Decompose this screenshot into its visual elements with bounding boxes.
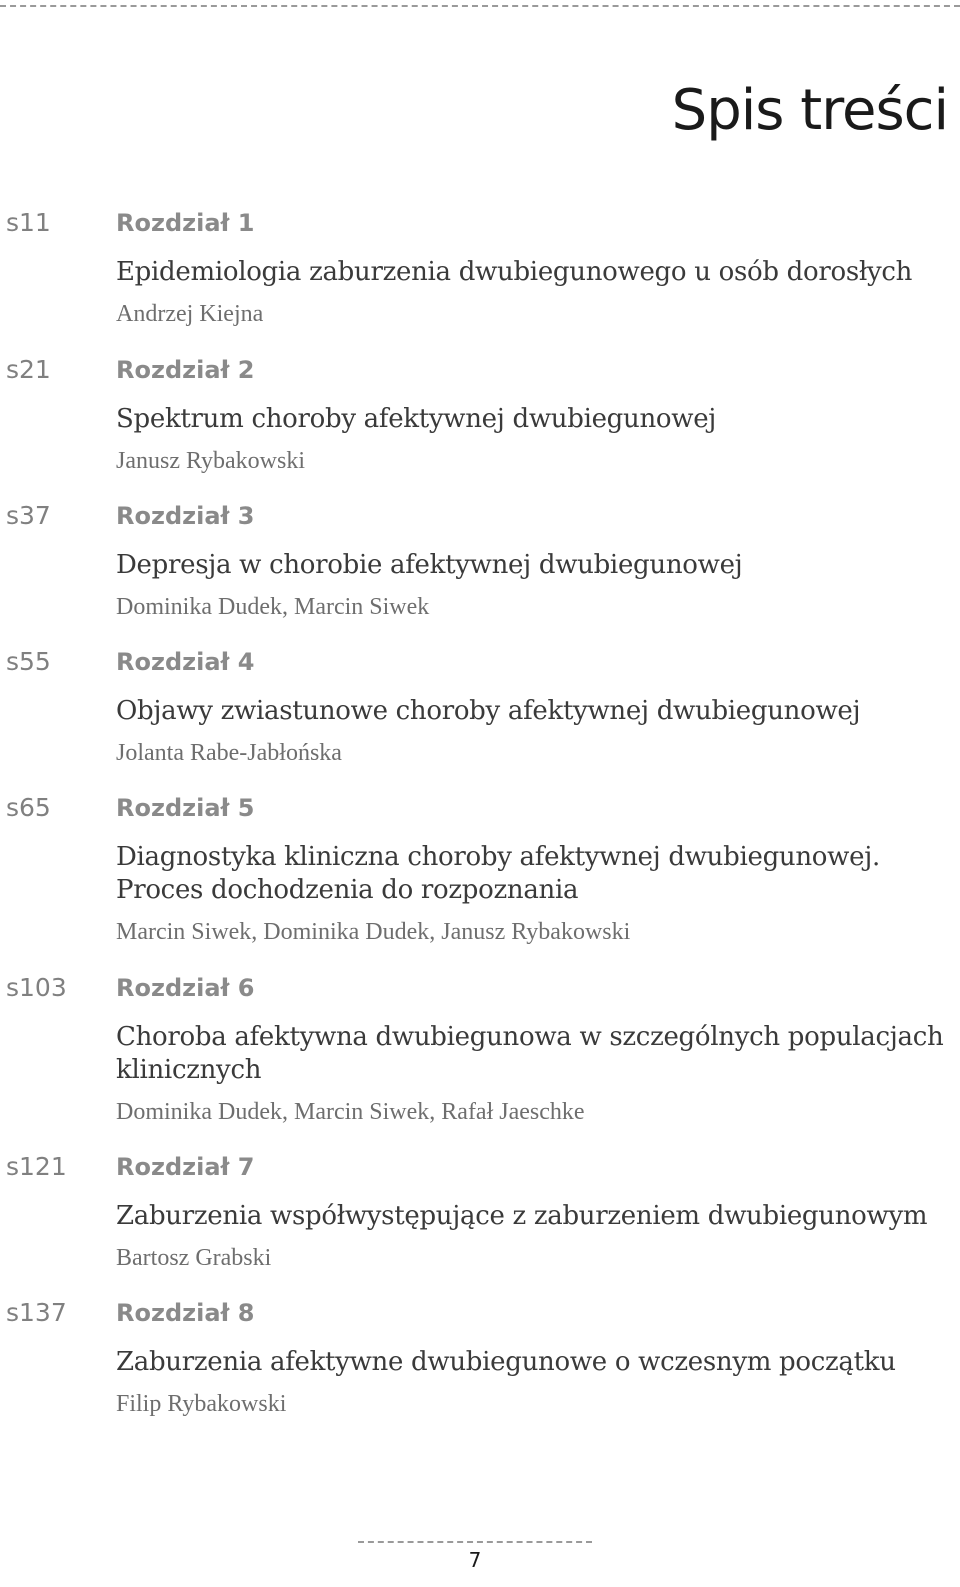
toc-chapter-label: Rozdział 7 xyxy=(116,1153,255,1181)
toc-chapter-authors: Marcin Siwek, Dominika Dudek, Janusz Rybakowski xyxy=(116,919,631,945)
page-title: Spis treści xyxy=(671,78,948,143)
toc-chapter-authors: Jolanta Rabe-Jabłońska xyxy=(116,740,342,766)
toc-chapter-authors: Dominika Dudek, Marcin Siwek, Rafał Jaeschke xyxy=(116,1099,585,1125)
toc-chapter-title: Diagnostyka kliniczna choroby afektywnej dwubiegunowej. Proces dochodzenia do rozpoznania xyxy=(116,842,880,905)
toc-page-number: s65 xyxy=(6,793,51,822)
toc-chapter-title: Depresja w chorobie afektywnej dwubiegunowej xyxy=(116,550,743,580)
toc-page-number: s121 xyxy=(6,1152,67,1181)
toc-chapter-label: Rozdział 5 xyxy=(116,794,255,822)
toc-chapter-authors: Janusz Rybakowski xyxy=(116,448,306,474)
top-dashed-rule xyxy=(0,5,960,7)
toc-chapter-label: Rozdział 4 xyxy=(116,648,255,676)
toc-chapter-label: Rozdział 2 xyxy=(116,356,255,384)
toc-chapter-title: Spektrum choroby afektywnej dwubiegunowej xyxy=(116,404,717,434)
toc-chapter-label: Rozdział 1 xyxy=(116,209,255,237)
toc-chapter-title: Zaburzenia współwystępujące z zaburzeniem dwubiegunowym xyxy=(116,1201,928,1231)
toc-page-number: s11 xyxy=(6,208,51,237)
toc-page-number: s55 xyxy=(6,647,51,676)
toc-chapter-authors: Dominika Dudek, Marcin Siwek xyxy=(116,594,430,620)
toc-page-number: s37 xyxy=(6,501,51,530)
footer-page-number: 7 xyxy=(468,1548,482,1572)
toc-chapter-label: Rozdział 6 xyxy=(116,974,255,1002)
toc-chapter-title: Objawy zwiastunowe choroby afektywnej dwubiegunowej xyxy=(116,696,861,726)
toc-page-number: s21 xyxy=(6,355,51,384)
footer-dashed-rule xyxy=(358,1541,592,1543)
toc-page-number: s137 xyxy=(6,1298,67,1327)
toc-page-number: s103 xyxy=(6,973,67,1002)
toc-chapter-title: Zaburzenia afektywne dwubiegunowe o wczesnym początku xyxy=(116,1347,896,1377)
toc-chapter-label: Rozdział 3 xyxy=(116,502,255,530)
toc-chapter-title: Epidemiologia zaburzenia dwubiegunowego u osób dorosłych xyxy=(116,257,913,287)
toc-chapter-authors: Andrzej Kiejna xyxy=(116,301,264,327)
toc-chapter-authors: Bartosz Grabski xyxy=(116,1245,272,1271)
toc-chapter-authors: Filip Rybakowski xyxy=(116,1391,287,1417)
toc-chapter-title: Choroba afektywna dwubiegunowa w szczególnych populacjach klinicznych xyxy=(116,1022,944,1085)
toc-chapter-label: Rozdział 8 xyxy=(116,1299,255,1327)
